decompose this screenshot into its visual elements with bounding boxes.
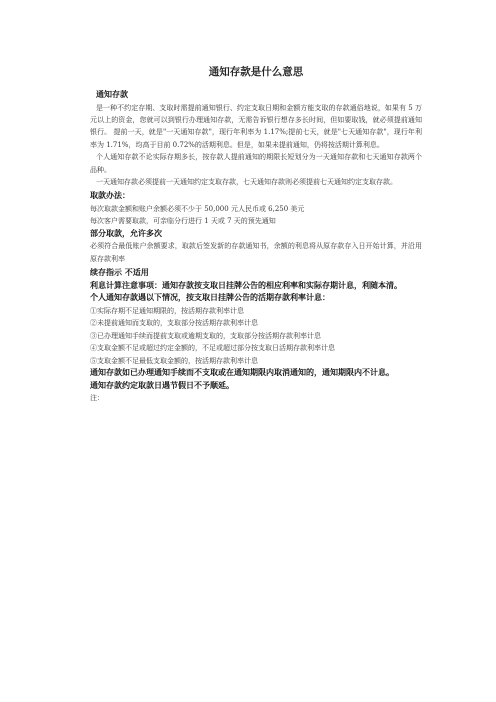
section-heading-cancel: 通知存款如已办理通知手续而不支取或在通知期限内取消通知的，通知期限内不计息。	[90, 368, 394, 378]
document-title: 通知存款是什么意思	[208, 66, 304, 78]
list-item: ①实际存期不足通知期限的，按活期存款利率计息	[90, 307, 244, 316]
paragraph-definition: 是一种不约定存期、支取时需提前通知银行、约定支取日期和金额方能支取的存款通俗地说，如果有 5 万元以上的资金，您就可以到银行办理通知存款，无需告诉银行想存多长时间，但如要取钱，就必须提前通知银行。 提前一天，就是"一天通知存款"，现行年利率为 1.17%;提前七天，就是"七天通知存款"，现行年利率为 1.71%，均高于目前 0.72%的活期利息。但是，如果未提前通知，仍将按活期计算利息。	[90, 103, 422, 149]
list-item: ⑤支取金额不足最低支取金额的，按活期存款利率计息	[90, 356, 258, 365]
paragraph-partial-withdraw: 必须符合最低账户余额要求，取款后签发新的存款通知书，余额的利息将从原存款存入日开始计算，并沿用原存款利率	[90, 242, 422, 263]
section-heading-renew: 续存指示 不适用	[90, 268, 149, 278]
section-heading-demand-rate: 个人通知存款遇以下情况，按支取日挂牌公告的活期存款利率计息：	[90, 293, 330, 303]
list-item: ④支取金额不足或超过约定金额的，不足或超过部分按支取日活期存款利率计息	[90, 344, 335, 353]
section-heading-withdraw: 取款办法：	[90, 191, 130, 201]
withdraw-line: 每次取款金额和账户余额必须不少于 50,000 元人民币或 6,250 美元	[90, 205, 305, 214]
withdraw-line: 每次客户需要取款，可亲临分行进行 1 天或 7 天的预先通知	[90, 217, 276, 226]
section-heading-holiday: 通知存款约定取款日遇节假日不予顺延。	[90, 380, 234, 390]
section-heading-notice-deposit: 通知存款	[96, 90, 128, 99]
list-item: ③已办理通知手续而提前支取或逾期支取的，支取部分按活期存款利率计息	[90, 331, 321, 340]
section-heading-partial-withdraw: 部分取款，允许多次	[90, 228, 162, 238]
paragraph-notice-rules: 一天通知存款必须提前一天通知约定支取存款，七天通知存款则必须提前七天通知约定支取存款。	[96, 178, 397, 187]
note-label: 注：	[90, 394, 104, 403]
paragraph-types: 个人通知存款不论实际存期多长，按存款人提前通知的期限长短划分为一天通知存款和七天通知存款两个品种。	[90, 153, 422, 174]
section-heading-interest: 利息计算注意事项：通知存款按支取日挂牌公告的相应利率和实际存期计息，利随本清。	[90, 280, 402, 290]
list-item: ②未提前通知而支取的，支取部分按活期存款利率计息	[90, 319, 258, 328]
